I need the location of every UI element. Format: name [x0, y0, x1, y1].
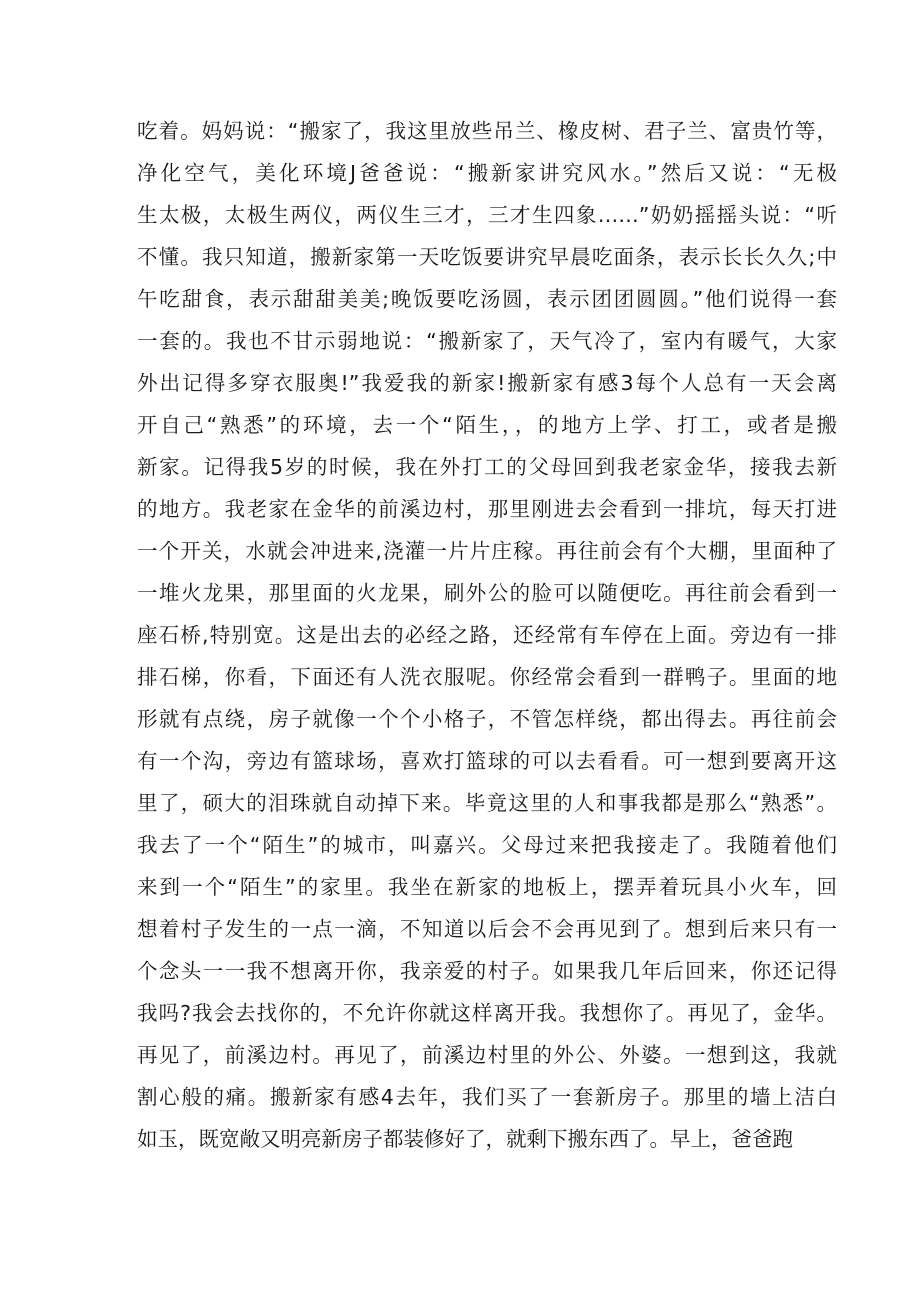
- text-line: 吃着。妈妈说：“搬家了，我这里放些吊兰、橡皮树、君子兰、富贵竹等，: [137, 119, 837, 143]
- text-line: 我去了一个“陌生”的城市，叫嘉兴。父母过来把我接走了。我随着他们: [137, 833, 837, 857]
- text-line: 再见了，前溪边村。再见了，前溪边村里的外公、外婆。一想到这，我就: [137, 1043, 837, 1067]
- text-line: 来到一个“陌生”的家里。我坐在新家的地板上，摆弄着玩具小火车，回: [137, 875, 837, 899]
- text-line: 不懂。我只知道，搬新家第一天吃饭要讲究早晨吃面条，表示长长久久;中: [137, 245, 837, 269]
- text-line: 外出记得多穿衣服奥!”我爱我的新家!搬新家有感3每个人总有一天会离: [137, 371, 837, 395]
- text-line: 形就有点绕，房子就像一个个小格子，不管怎样绕，都出得去。再往前会: [137, 707, 837, 731]
- text-line: 个念头一一我不想离开你，我亲爱的村子。如果我几年后回来，你还记得: [137, 959, 837, 983]
- text-line: 生太极，太极生两仪，两仪生三才，三才生四象……”奶奶摇摇头说：“听: [137, 203, 837, 227]
- text-line: 净化空气，美化环境J爸爸说：“搬新家讲究风水。”然后又说：“无极: [137, 161, 837, 185]
- text-line: 有一个沟，旁边有篮球场，喜欢打篮球的可以去看看。可一想到要离开这: [137, 749, 837, 773]
- text-line: 想着村子发生的一点一滴，不知道以后会不会再见到了。想到后来只有一: [137, 917, 837, 941]
- text-line: 如玉，既宽敞又明亮新房子都装修好了，就剩下搬东西了。早上，爸爸跑: [137, 1127, 793, 1151]
- text-line: 里了，硕大的泪珠就自动掉下来。毕竟这里的人和事我都是那么“熟悉”。: [137, 791, 837, 815]
- body-text: [137, 110, 837, 1160]
- text-line: 割心般的痛。搬新家有感4去年，我们买了一套新房子。那里的墙上洁白: [137, 1085, 837, 1109]
- text-line: 新家。记得我5岁的时候，我在外打工的父母回到我老家金华，接我去新: [137, 455, 837, 479]
- text-line: 一个开关，水就会冲进来,浇灌一片片庄稼。再往前会有个大棚，里面种了: [137, 539, 837, 563]
- text-line: 午吃甜食，表示甜甜美美;晚饭要吃汤圆，表示团团圆圆。”他们说得一套: [137, 287, 837, 311]
- text-line: 排石梯，你看，下面还有人洗衣服呢。你经常会看到一群鸭子。里面的地: [137, 665, 837, 689]
- text-line: 一套的。我也不甘示弱地说：“搬新家了，天气冷了，室内有暖气，大家: [137, 329, 837, 353]
- text-line: 的地方。我老家在金华的前溪边村，那里刚进去会看到一排坑，每天打进: [137, 497, 837, 521]
- text-line: 开自己“熟悉”的环境，去一个“陌生，，的地方上学、打工，或者是搬: [137, 413, 837, 437]
- text-line: 座石桥,特别宽。这是出去的必经之路，还经常有车停在上面。旁边有一排: [137, 623, 837, 647]
- text-line: 一堆火龙果，那里面的火龙果，刷外公的脸可以随便吃。再往前会看到一: [137, 581, 837, 605]
- text-line: 我吗?我会去找你的，不允许你就这样离开我。我想你了。再见了，金华。: [137, 1001, 837, 1025]
